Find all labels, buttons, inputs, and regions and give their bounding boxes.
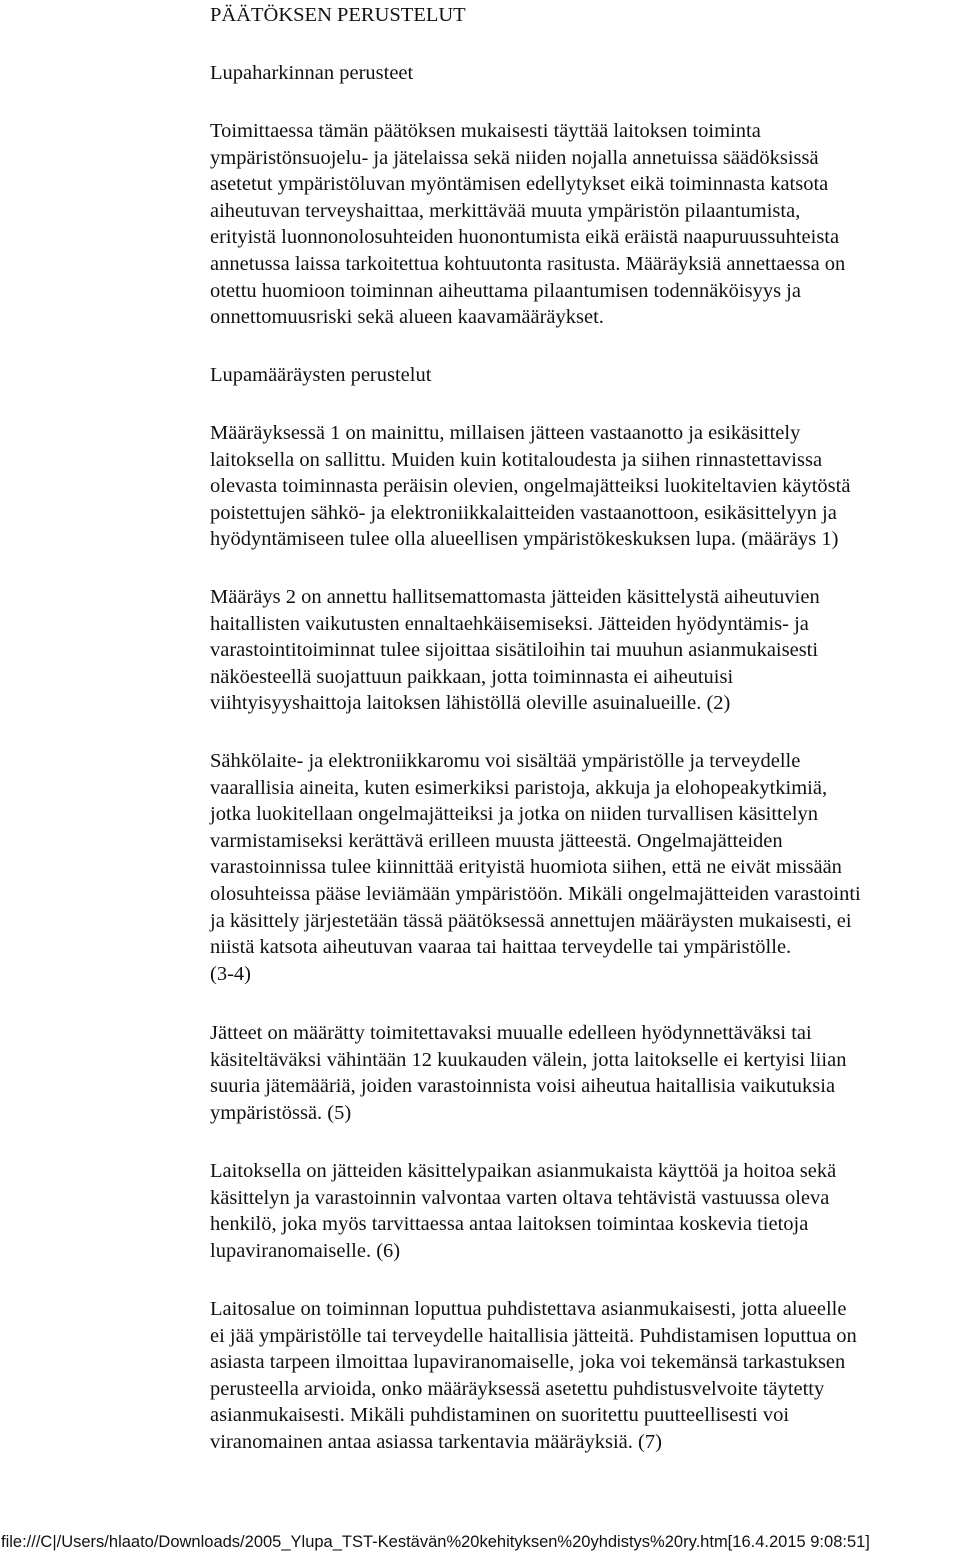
text-line: vaarallisia aineita, kuten esimerkiksi paristoja, akkuja ja elohopeakytkimiä, [210,776,828,799]
text-line: niistä katsota aiheutuvan vaaraa tai haittaa terveydelle tai ympäristölle. [210,936,792,959]
paragraph-maarays-2 [210,584,820,717]
text-line: asiasta tarpeen ilmoittaa lupaviranomaiselle, joka voi tekemänsä tarkastuksen [210,1351,846,1374]
text-line: hyödyntämiseen tulee olla alueellisen ympäristökeskuksen lupa. (määräys 1) [210,528,839,551]
text-line: ympäristössä. (5) [210,1101,352,1124]
paragraph-maarays-6 [210,1158,836,1264]
text-line: poistettujen sähkö- ja elektroniikkalaitteiden vastaanottoon, esikäsittelyyn ja [210,501,837,524]
text-line: varastointitoiminnat tulee sijoittaa sisätiloihin tai muuhun asianmukaisesti [210,639,819,662]
paragraph-maarays-5 [210,1020,846,1126]
text-line: asianmukaisesti. Mikäli puhdistaminen on suoritettu puutteellisesti voi [210,1404,790,1427]
text-line: ja käsittely järjestetään tässä päätöksessä annettujen määräysten mukaisesti, ei [210,909,852,932]
section-heading-lupaharkinnan-perusteet: Lupaharkinnan perusteet [210,62,414,84]
print-footer-url: file:///C|/Users/hlaato/Downloads/2005_Ylupa_TST-Kestävän%20kehityksen%20yhdistys%20ry.htm[16.4.2015 9:08:51] [1,1533,870,1551]
text-line: suuria jätemääriä, joiden varastoinnista voisi aiheutua haitallisia vaikutuksia [210,1075,836,1098]
text-line: olosuhteissa pääse leviämään ympäristöön. Mikäli ongelmajätteiden varastointi [210,882,861,905]
paragraph-maarays-3-4 [210,748,861,987]
text-line: Laitoksella on jätteiden käsittelypaikan asianmukaista käyttöä ja hoitoa sekä [210,1160,837,1182]
text-line: Toimittaessa tämän päätöksen mukaisesti täyttää laitoksen toiminta [210,120,761,142]
text-line: Sähkölaite- ja elektroniikkaromu voi sisältää ympäristölle ja terveydelle [210,750,801,772]
text-line: näköesteellä suojattuun paikkaan, jotta toiminnasta ei aiheutuisi [210,665,734,688]
text-line: Laitosalue on toiminnan loputtua puhdistettava asianmukaisesti, jotta alueelle [210,1298,847,1320]
text-line: perusteella arvioida, onko määräyksessä asetettu puhdistusvelvoite täytetty [210,1377,825,1400]
text-line: otettu huomioon toiminnan aiheuttama pilaantumisen todennäköisyys ja [210,279,801,302]
text-line: Määräys 2 on annettu hallitsemattomasta jätteiden käsittelystä aiheutuvien [210,586,820,608]
text-line: viranomainen antaa asiassa tarkentavia määräyksiä. (7) [210,1430,662,1453]
page-title: PÄÄTÖKSEN PERUSTELUT [210,4,466,26]
text-line: annetussa laissa tarkoitettua kohtuutonta rasitusta. Määräyksiä annettaessa on [210,252,846,275]
text-line: jotka luokitellaan ongelmajätteiksi ja jotka on niiden turvallisen käsittelyn [210,803,819,826]
text-line: haitallisten vaikutusten ennaltaehkäisemiseksi. Jätteiden hyödyntämis- ja [210,612,809,635]
paragraph-maarays-1 [210,420,850,553]
text-line: ei jää ympäristölle tai terveydelle haitallisia jätteitä. Puhdistamisen loputtua on [210,1324,857,1347]
text-line: aiheutuvan terveyshaittaa, merkittävää muuta ympäristön pilaantumista, [210,199,801,222]
text-line: olevasta toiminnasta peräisin olevien, ongelmajätteiksi luokiteltavien käytöstä [210,475,851,498]
text-line: varastoinnissa tulee kiinnittää erityistä huomiota siihen, että ne eivät missään [210,856,842,879]
text-line: asetetut ympäristöluvan myöntämisen edellytykset eikä toiminnasta katsota [210,173,829,196]
text-line: käsiteltäväksi vähintään 12 kuukauden välein, jotta laitokselle ei kertyisi liian [210,1048,847,1071]
text-line: erityistä luonnonolosuhteiden huonontumista eikä eräistä naapuruussuhteista [210,226,840,249]
paragraph-lupaharkinta [210,118,845,331]
text-line: laitoksella on sallittu. Muiden kuin kotitaloudesta ja siihen rinnastettavissa [210,448,823,471]
section-heading-lupamaaraysten-perustelut: Lupamääräysten perustelut [210,364,432,386]
text-line: käsittelyn ja varastoinnin valvontaa varten oltava tehtävistä vastuussa oleva [210,1186,830,1209]
text-line: onnettomuusriski sekä alueen kaavamääräykset. [210,306,604,329]
text-line: lupaviranomaiselle. (6) [210,1239,401,1262]
text-line: (3-4) [210,962,251,985]
text-line: Määräyksessä 1 on mainittu, millaisen jätteen vastaanotto ja esikäsittely [210,422,801,444]
text-line: Jätteet on määrätty toimitettavaksi muualle edelleen hyödynnettäväksi tai [210,1022,812,1044]
text-line: henkilö, joka myös tarvittaessa antaa laitoksen toimintaa koskevia tietoja [210,1213,809,1236]
paragraph-maarays-7 [210,1296,857,1456]
text-line: viihtyisyyshaittoja laitoksen lähistöllä oleville asuinalueille. (2) [210,692,731,715]
text-line: varmistamiseksi kerättävä erilleen muusta jätteestä. Ongelmajätteiden [210,829,783,852]
text-line: ympäristönsuojelu- ja jätelaissa sekä niiden nojalla annetuissa säädöksissä [210,146,819,169]
